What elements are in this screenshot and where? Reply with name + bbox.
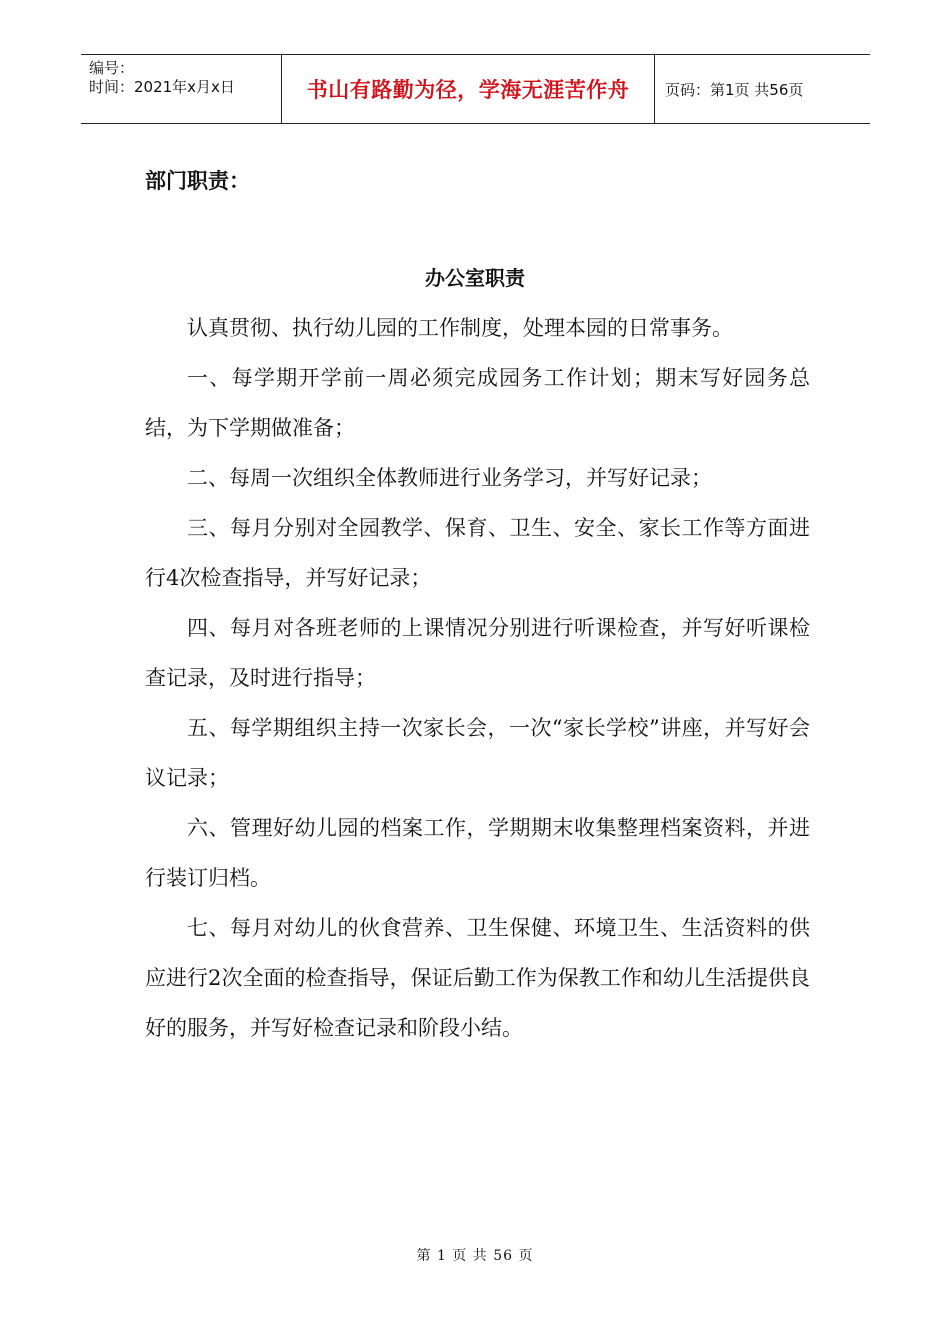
paragraph: 一、每学期开学前一周必须完成园务工作计划；期末写好园务总结，为下学期做准备； (145, 366, 810, 440)
document-body (145, 303, 810, 1053)
paragraph: 二、每周一次组织全体教师进行业务学习，并写好记录； (187, 466, 712, 490)
document-number-label: 编号： (89, 59, 135, 77)
paragraph: 七、每月对幼儿的伙食营养、卫生保健、环境卫生、生活资料的供应进行2次全面的检查指导，保证后勤工作为保教工作和幼儿生活提供良好的服务，并写好检查记录和阶段小结。 (145, 916, 810, 1040)
paragraph: 五、每学期组织主持一次家长会，一次“家长学校”讲座，并写好会议记录； (145, 716, 810, 790)
paragraph: 四、每月对各班老师的上课情况分别进行听课检查，并写好听课检查记录，及时进行指导； (145, 616, 810, 690)
department-title: 部门职责： (145, 169, 250, 193)
paragraph: 认真贯彻、执行幼儿园的工作制度，处理本园的日常事务。 (187, 316, 733, 340)
header-page-info: 页码：第1页 共56页 (665, 80, 804, 99)
page-footer: 第 1 页 共 56 页 (416, 1248, 534, 1264)
section-title: 办公室职责 (425, 266, 525, 290)
header-meta (81, 55, 282, 123)
document-date: 时间：2021年x月x日 (89, 78, 235, 96)
paragraph: 六、管理好幼儿园的档案工作，学期期末收集整理档案资料，并进行装订归档。 (145, 816, 810, 890)
paragraph: 三、每月分别对全园教学、保育、卫生、安全、家长工作等方面进行4次检查指导，并写好记录； (145, 516, 810, 590)
document-header (81, 54, 870, 124)
header-motto: 书山有路勤为径，学海无涯苦作舟 (282, 55, 655, 123)
